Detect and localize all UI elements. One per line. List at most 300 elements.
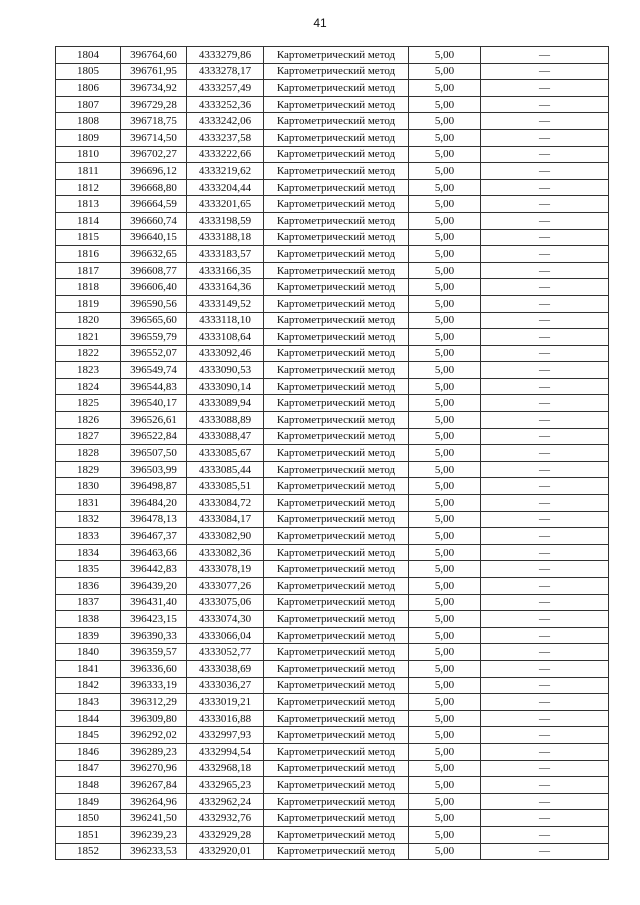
method-cell: Картометрический метод: [264, 561, 409, 578]
point-number-cell: 1808: [56, 113, 121, 130]
x-coordinate-cell: 396333,19: [121, 677, 187, 694]
description-cell: —: [481, 528, 609, 545]
description-cell: —: [481, 279, 609, 296]
y-coordinate-cell: 4333198,59: [187, 212, 264, 229]
y-coordinate-cell: 4333090,14: [187, 378, 264, 395]
method-cell: Картометрический метод: [264, 378, 409, 395]
description-cell: —: [481, 826, 609, 843]
method-cell: Картометрический метод: [264, 395, 409, 412]
point-number-cell: 1842: [56, 677, 121, 694]
y-coordinate-cell: 4333108,64: [187, 329, 264, 346]
precision-cell: 5,00: [409, 793, 481, 810]
description-cell: —: [481, 727, 609, 744]
description-cell: —: [481, 63, 609, 80]
point-number-cell: 1813: [56, 196, 121, 213]
table-row: [56, 212, 609, 229]
precision-cell: 5,00: [409, 561, 481, 578]
y-coordinate-cell: 4333082,36: [187, 544, 264, 561]
precision-cell: 5,00: [409, 362, 481, 379]
method-cell: Картометрический метод: [264, 246, 409, 263]
y-coordinate-cell: 4333166,35: [187, 262, 264, 279]
table-row: [56, 295, 609, 312]
precision-cell: 5,00: [409, 710, 481, 727]
y-coordinate-cell: 4333257,49: [187, 80, 264, 97]
point-number-cell: 1816: [56, 246, 121, 263]
precision-cell: 5,00: [409, 80, 481, 97]
x-coordinate-cell: 396439,20: [121, 578, 187, 595]
method-cell: Картометрический метод: [264, 295, 409, 312]
table-row: [56, 96, 609, 113]
table-row: [56, 528, 609, 545]
description-cell: —: [481, 179, 609, 196]
point-number-cell: 1829: [56, 461, 121, 478]
description-cell: —: [481, 644, 609, 661]
method-cell: Картометрический метод: [264, 727, 409, 744]
point-number-cell: 1848: [56, 777, 121, 794]
table-row: [56, 329, 609, 346]
point-number-cell: 1823: [56, 362, 121, 379]
description-cell: —: [481, 495, 609, 512]
table-row: [56, 594, 609, 611]
description-cell: —: [481, 96, 609, 113]
description-cell: —: [481, 677, 609, 694]
description-cell: —: [481, 627, 609, 644]
point-number-cell: 1804: [56, 47, 121, 64]
x-coordinate-cell: 396606,40: [121, 279, 187, 296]
precision-cell: 5,00: [409, 113, 481, 130]
description-cell: —: [481, 295, 609, 312]
method-cell: Картометрический метод: [264, 80, 409, 97]
coordinates-table-body: [56, 47, 609, 860]
point-number-cell: 1809: [56, 129, 121, 146]
method-cell: Картометрический метод: [264, 660, 409, 677]
point-number-cell: 1838: [56, 611, 121, 628]
description-cell: —: [481, 113, 609, 130]
x-coordinate-cell: 396729,28: [121, 96, 187, 113]
point-number-cell: 1812: [56, 179, 121, 196]
method-cell: Картометрический метод: [264, 461, 409, 478]
y-coordinate-cell: 4332929,28: [187, 826, 264, 843]
method-cell: Картометрический метод: [264, 843, 409, 860]
method-cell: Картометрический метод: [264, 329, 409, 346]
table-row: [56, 63, 609, 80]
x-coordinate-cell: 396559,79: [121, 329, 187, 346]
precision-cell: 5,00: [409, 146, 481, 163]
table-row: [56, 677, 609, 694]
y-coordinate-cell: 4333085,44: [187, 461, 264, 478]
x-coordinate-cell: 396526,61: [121, 412, 187, 429]
point-number-cell: 1817: [56, 262, 121, 279]
description-cell: —: [481, 362, 609, 379]
table-row: [56, 478, 609, 495]
precision-cell: 5,00: [409, 279, 481, 296]
y-coordinate-cell: 4333118,10: [187, 312, 264, 329]
precision-cell: 5,00: [409, 196, 481, 213]
x-coordinate-cell: 396507,50: [121, 445, 187, 462]
description-cell: —: [481, 777, 609, 794]
point-number-cell: 1826: [56, 412, 121, 429]
description-cell: —: [481, 511, 609, 528]
description-cell: —: [481, 810, 609, 827]
method-cell: Картометрический метод: [264, 163, 409, 180]
y-coordinate-cell: 4333077,26: [187, 578, 264, 595]
precision-cell: 5,00: [409, 412, 481, 429]
precision-cell: 5,00: [409, 295, 481, 312]
precision-cell: 5,00: [409, 179, 481, 196]
precision-cell: 5,00: [409, 445, 481, 462]
x-coordinate-cell: 396632,65: [121, 246, 187, 263]
point-number-cell: 1836: [56, 578, 121, 595]
x-coordinate-cell: 396442,83: [121, 561, 187, 578]
y-coordinate-cell: 4332994,54: [187, 743, 264, 760]
x-coordinate-cell: 396478,13: [121, 511, 187, 528]
y-coordinate-cell: 4333084,72: [187, 495, 264, 512]
point-number-cell: 1851: [56, 826, 121, 843]
x-coordinate-cell: 396640,15: [121, 229, 187, 246]
point-number-cell: 1821: [56, 329, 121, 346]
method-cell: Картометрический метод: [264, 760, 409, 777]
x-coordinate-cell: 396241,50: [121, 810, 187, 827]
table-row: [56, 611, 609, 628]
description-cell: —: [481, 312, 609, 329]
description-cell: —: [481, 378, 609, 395]
precision-cell: 5,00: [409, 246, 481, 263]
y-coordinate-cell: 4333052,77: [187, 644, 264, 661]
y-coordinate-cell: 4332965,23: [187, 777, 264, 794]
precision-cell: 5,00: [409, 594, 481, 611]
table-row: [56, 179, 609, 196]
point-number-cell: 1822: [56, 345, 121, 362]
point-number-cell: 1852: [56, 843, 121, 860]
table-row: [56, 312, 609, 329]
precision-cell: 5,00: [409, 843, 481, 860]
y-coordinate-cell: 4333089,94: [187, 395, 264, 412]
y-coordinate-cell: 4333088,89: [187, 412, 264, 429]
table-row: [56, 362, 609, 379]
description-cell: —: [481, 196, 609, 213]
point-number-cell: 1846: [56, 743, 121, 760]
x-coordinate-cell: 396565,60: [121, 312, 187, 329]
point-number-cell: 1840: [56, 644, 121, 661]
point-number-cell: 1831: [56, 495, 121, 512]
x-coordinate-cell: 396522,84: [121, 428, 187, 445]
x-coordinate-cell: 396696,12: [121, 163, 187, 180]
description-cell: —: [481, 561, 609, 578]
y-coordinate-cell: 4333085,67: [187, 445, 264, 462]
y-coordinate-cell: 4333183,57: [187, 246, 264, 263]
table-row: [56, 578, 609, 595]
precision-cell: 5,00: [409, 544, 481, 561]
y-coordinate-cell: 4333219,62: [187, 163, 264, 180]
precision-cell: 5,00: [409, 129, 481, 146]
y-coordinate-cell: 4332932,76: [187, 810, 264, 827]
y-coordinate-cell: 4333090,53: [187, 362, 264, 379]
description-cell: —: [481, 212, 609, 229]
method-cell: Картометрический метод: [264, 47, 409, 64]
method-cell: Картометрический метод: [264, 743, 409, 760]
description-cell: —: [481, 461, 609, 478]
y-coordinate-cell: 4333252,36: [187, 96, 264, 113]
point-number-cell: 1819: [56, 295, 121, 312]
method-cell: Картометрический метод: [264, 594, 409, 611]
x-coordinate-cell: 396608,77: [121, 262, 187, 279]
point-number-cell: 1807: [56, 96, 121, 113]
table-row: [56, 345, 609, 362]
precision-cell: 5,00: [409, 478, 481, 495]
y-coordinate-cell: 4333084,17: [187, 511, 264, 528]
y-coordinate-cell: 4333078,19: [187, 561, 264, 578]
y-coordinate-cell: 4333036,27: [187, 677, 264, 694]
description-cell: —: [481, 611, 609, 628]
precision-cell: 5,00: [409, 345, 481, 362]
description-cell: —: [481, 80, 609, 97]
x-coordinate-cell: 396289,23: [121, 743, 187, 760]
method-cell: Картометрический метод: [264, 196, 409, 213]
method-cell: Картометрический метод: [264, 362, 409, 379]
method-cell: Картометрический метод: [264, 644, 409, 661]
method-cell: Картометрический метод: [264, 113, 409, 130]
method-cell: Картометрический метод: [264, 212, 409, 229]
x-coordinate-cell: 396702,27: [121, 146, 187, 163]
x-coordinate-cell: 396718,75: [121, 113, 187, 130]
table-row: [56, 826, 609, 843]
table-row: [56, 47, 609, 64]
table-row: [56, 80, 609, 97]
method-cell: Картометрический метод: [264, 495, 409, 512]
point-number-cell: 1811: [56, 163, 121, 180]
description-cell: —: [481, 660, 609, 677]
precision-cell: 5,00: [409, 611, 481, 628]
table-row: [56, 378, 609, 395]
description-cell: —: [481, 246, 609, 263]
precision-cell: 5,00: [409, 727, 481, 744]
description-cell: —: [481, 146, 609, 163]
method-cell: Картометрический метод: [264, 179, 409, 196]
table-row: [56, 810, 609, 827]
point-number-cell: 1841: [56, 660, 121, 677]
point-number-cell: 1806: [56, 80, 121, 97]
method-cell: Картометрический метод: [264, 428, 409, 445]
x-coordinate-cell: 396764,60: [121, 47, 187, 64]
point-number-cell: 1839: [56, 627, 121, 644]
precision-cell: 5,00: [409, 495, 481, 512]
table-row: [56, 644, 609, 661]
x-coordinate-cell: 396264,96: [121, 793, 187, 810]
table-row: [56, 246, 609, 263]
precision-cell: 5,00: [409, 528, 481, 545]
point-number-cell: 1828: [56, 445, 121, 462]
table-row: [56, 428, 609, 445]
precision-cell: 5,00: [409, 163, 481, 180]
method-cell: Картометрический метод: [264, 810, 409, 827]
table-row: [56, 727, 609, 744]
precision-cell: 5,00: [409, 461, 481, 478]
point-number-cell: 1849: [56, 793, 121, 810]
x-coordinate-cell: 396359,57: [121, 644, 187, 661]
y-coordinate-cell: 4333088,47: [187, 428, 264, 445]
y-coordinate-cell: 4333074,30: [187, 611, 264, 628]
point-number-cell: 1825: [56, 395, 121, 412]
description-cell: —: [481, 262, 609, 279]
method-cell: Картометрический метод: [264, 146, 409, 163]
description-cell: —: [481, 544, 609, 561]
y-coordinate-cell: 4333092,46: [187, 345, 264, 362]
description-cell: —: [481, 395, 609, 412]
coordinates-table: [55, 46, 609, 860]
table-row: [56, 793, 609, 810]
point-number-cell: 1814: [56, 212, 121, 229]
x-coordinate-cell: 396552,07: [121, 345, 187, 362]
table-row: [56, 694, 609, 711]
table-row: [56, 229, 609, 246]
table-row: [56, 395, 609, 412]
precision-cell: 5,00: [409, 660, 481, 677]
x-coordinate-cell: 396390,33: [121, 627, 187, 644]
method-cell: Картометрический метод: [264, 611, 409, 628]
table-row: [56, 511, 609, 528]
precision-cell: 5,00: [409, 329, 481, 346]
point-number-cell: 1845: [56, 727, 121, 744]
point-number-cell: 1837: [56, 594, 121, 611]
y-coordinate-cell: 4333019,21: [187, 694, 264, 711]
description-cell: —: [481, 428, 609, 445]
method-cell: Картометрический метод: [264, 777, 409, 794]
x-coordinate-cell: 396590,56: [121, 295, 187, 312]
table-row: [56, 843, 609, 860]
precision-cell: 5,00: [409, 428, 481, 445]
precision-cell: 5,00: [409, 212, 481, 229]
description-cell: —: [481, 578, 609, 595]
precision-cell: 5,00: [409, 395, 481, 412]
table-row: [56, 461, 609, 478]
description-cell: —: [481, 412, 609, 429]
table-row: [56, 777, 609, 794]
description-cell: —: [481, 594, 609, 611]
y-coordinate-cell: 4333149,52: [187, 295, 264, 312]
description-cell: —: [481, 710, 609, 727]
y-coordinate-cell: 4333085,51: [187, 478, 264, 495]
precision-cell: 5,00: [409, 826, 481, 843]
method-cell: Картометрический метод: [264, 627, 409, 644]
precision-cell: 5,00: [409, 627, 481, 644]
precision-cell: 5,00: [409, 63, 481, 80]
method-cell: Картометрический метод: [264, 710, 409, 727]
description-cell: —: [481, 793, 609, 810]
description-cell: —: [481, 694, 609, 711]
point-number-cell: 1835: [56, 561, 121, 578]
x-coordinate-cell: 396239,23: [121, 826, 187, 843]
method-cell: Картометрический метод: [264, 312, 409, 329]
precision-cell: 5,00: [409, 262, 481, 279]
point-number-cell: 1818: [56, 279, 121, 296]
precision-cell: 5,00: [409, 578, 481, 595]
method-cell: Картометрический метод: [264, 478, 409, 495]
y-coordinate-cell: 4333082,90: [187, 528, 264, 545]
table-row: [56, 760, 609, 777]
y-coordinate-cell: 4333278,17: [187, 63, 264, 80]
table-row: [56, 660, 609, 677]
table-row: [56, 146, 609, 163]
point-number-cell: 1832: [56, 511, 121, 528]
description-cell: —: [481, 743, 609, 760]
point-number-cell: 1844: [56, 710, 121, 727]
table-row: [56, 627, 609, 644]
method-cell: Картометрический метод: [264, 544, 409, 561]
table-row: [56, 445, 609, 462]
point-number-cell: 1824: [56, 378, 121, 395]
precision-cell: 5,00: [409, 760, 481, 777]
x-coordinate-cell: 396312,29: [121, 694, 187, 711]
point-number-cell: 1830: [56, 478, 121, 495]
method-cell: Картометрический метод: [264, 129, 409, 146]
description-cell: —: [481, 329, 609, 346]
table-row: [56, 412, 609, 429]
method-cell: Картометрический метод: [264, 528, 409, 545]
method-cell: Картометрический метод: [264, 578, 409, 595]
precision-cell: 5,00: [409, 511, 481, 528]
y-coordinate-cell: 4333237,58: [187, 129, 264, 146]
method-cell: Картометрический метод: [264, 677, 409, 694]
y-coordinate-cell: 4333164,36: [187, 279, 264, 296]
table-row: [56, 743, 609, 760]
precision-cell: 5,00: [409, 378, 481, 395]
x-coordinate-cell: 396467,37: [121, 528, 187, 545]
method-cell: Картометрический метод: [264, 511, 409, 528]
point-number-cell: 1815: [56, 229, 121, 246]
x-coordinate-cell: 396309,80: [121, 710, 187, 727]
x-coordinate-cell: 396734,92: [121, 80, 187, 97]
y-coordinate-cell: 4332968,18: [187, 760, 264, 777]
method-cell: Картометрический метод: [264, 279, 409, 296]
method-cell: Картометрический метод: [264, 694, 409, 711]
y-coordinate-cell: 4333075,06: [187, 594, 264, 611]
description-cell: —: [481, 445, 609, 462]
x-coordinate-cell: 396714,50: [121, 129, 187, 146]
x-coordinate-cell: 396540,17: [121, 395, 187, 412]
description-cell: —: [481, 129, 609, 146]
description-cell: —: [481, 345, 609, 362]
precision-cell: 5,00: [409, 229, 481, 246]
point-number-cell: 1810: [56, 146, 121, 163]
method-cell: Картометрический метод: [264, 63, 409, 80]
method-cell: Картометрический метод: [264, 229, 409, 246]
x-coordinate-cell: 396270,96: [121, 760, 187, 777]
y-coordinate-cell: 4333066,04: [187, 627, 264, 644]
x-coordinate-cell: 396292,02: [121, 727, 187, 744]
page-number: 41: [313, 16, 327, 30]
y-coordinate-cell: 4332962,24: [187, 793, 264, 810]
method-cell: Картометрический метод: [264, 345, 409, 362]
point-number-cell: 1827: [56, 428, 121, 445]
precision-cell: 5,00: [409, 777, 481, 794]
point-number-cell: 1843: [56, 694, 121, 711]
precision-cell: 5,00: [409, 312, 481, 329]
y-coordinate-cell: 4333242,06: [187, 113, 264, 130]
y-coordinate-cell: 4333201,65: [187, 196, 264, 213]
table-row: [56, 710, 609, 727]
table-row: [56, 163, 609, 180]
point-number-cell: 1805: [56, 63, 121, 80]
point-number-cell: 1833: [56, 528, 121, 545]
description-cell: —: [481, 478, 609, 495]
x-coordinate-cell: 396336,60: [121, 660, 187, 677]
x-coordinate-cell: 396498,87: [121, 478, 187, 495]
point-number-cell: 1820: [56, 312, 121, 329]
x-coordinate-cell: 396233,53: [121, 843, 187, 860]
description-cell: —: [481, 47, 609, 64]
table-row: [56, 129, 609, 146]
table-row: [56, 561, 609, 578]
